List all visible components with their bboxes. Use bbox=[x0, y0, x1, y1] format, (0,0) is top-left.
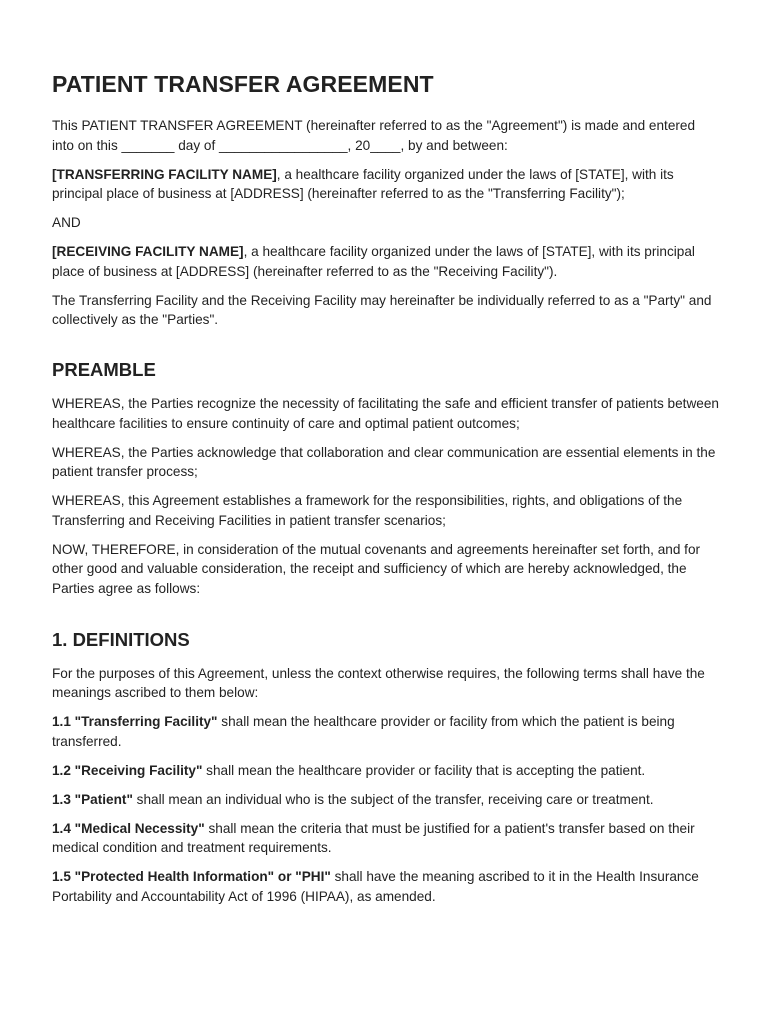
definition-term: 1.5 "Protected Health Information" or "PHI" bbox=[52, 869, 331, 884]
transferring-facility-name: [TRANSFERRING FACILITY NAME] bbox=[52, 166, 277, 182]
definition-term: 1.3 "Patient" bbox=[52, 791, 133, 807]
definitions-heading: 1. DEFINITIONS bbox=[52, 628, 190, 650]
definition-term: 1.1 "Transferring Facility" bbox=[52, 714, 218, 729]
definition-item bbox=[52, 867, 720, 906]
parties-paragraph: The Transferring Facility and the Receiving Facility may hereinafter be individually referred to as a "Party" and collectively as the "Parties". bbox=[52, 292, 712, 327]
and-text: AND bbox=[52, 215, 81, 230]
document-page bbox=[52, 66, 720, 916]
definition-text: shall have the meaning ascribed to it in the Health Insurance Portability and Accountability Act of 1996 (HIPAA), as amended. bbox=[52, 869, 699, 904]
definition-term: 1.2 "Receiving Facility" bbox=[52, 762, 203, 778]
preamble-now-therefore: NOW, THEREFORE, in consideration of the mutual covenants and agreements hereinafter set forth, and for other good and valuable consideration, the receipt and sufficiency of which are hereby acknowledged, the Parties agree as follows: bbox=[52, 541, 701, 596]
definition-item bbox=[52, 761, 720, 781]
transferring-facility-text: , a healthcare facility organized under the laws of [STATE], with its principal place of business at [ADDRESS] (hereinafter referred to as the "Transferring Facility"); bbox=[52, 166, 674, 201]
receiving-facility-text: , a healthcare facility organized under the laws of [STATE], with its principal place of business at [ADDRESS] (hereinafter referred to as the "Receiving Facility"). bbox=[52, 244, 695, 279]
spacer bbox=[52, 339, 720, 356]
preamble-heading: PREAMBLE bbox=[52, 359, 156, 380]
receiving-facility-paragraph bbox=[52, 242, 720, 281]
preamble-whereas-2: WHEREAS, the Parties acknowledge that collaboration and clear communication are essential elements in the patient transfer process; bbox=[52, 444, 716, 479]
definition-item bbox=[52, 819, 720, 858]
intro-paragraph: This PATIENT TRANSFER AGREEMENT (hereinafter referred to as the "Agreement") is made and entered into on this _______ day of _________________, 20____, by and between: bbox=[52, 118, 696, 153]
definition-text: shall mean the criteria that must be justified for a patient's transfer based on their medical condition and treatment requirements. bbox=[52, 820, 695, 855]
definition-text: shall mean the healthcare provider or facility that is accepting the patient. bbox=[202, 762, 646, 778]
receiving-facility-name: [RECEIVING FACILITY NAME] bbox=[52, 244, 244, 259]
definitions-intro: For the purposes of this Agreement, unless the context otherwise requires, the following terms shall have the meanings ascribed to them below: bbox=[52, 665, 705, 700]
transferring-facility-paragraph bbox=[52, 165, 720, 204]
definition-item bbox=[52, 790, 720, 810]
preamble-whereas-3: WHEREAS, this Agreement establishes a framework for the responsibilities, rights, and obligations of the Transferring and Receiving Facilities in patient transfer scenarios; bbox=[52, 493, 683, 528]
definition-term: 1.4 "Medical Necessity" bbox=[52, 820, 205, 836]
definition-text: shall mean the healthcare provider or facility from which the patient is being transferred. bbox=[52, 714, 675, 749]
preamble-whereas-1: WHEREAS, the Parties recognize the necessity of facilitating the safe and efficient transfer of patients between healthcare facilities to ensure continuity of care and optimal patient outcomes; bbox=[52, 396, 719, 431]
document-title: PATIENT TRANSFER AGREEMENT bbox=[52, 71, 434, 97]
definition-text: shall mean an individual who is the subject of the transfer, receiving care or treatment. bbox=[132, 791, 654, 807]
definition-item bbox=[52, 712, 720, 751]
spacer bbox=[52, 608, 720, 626]
